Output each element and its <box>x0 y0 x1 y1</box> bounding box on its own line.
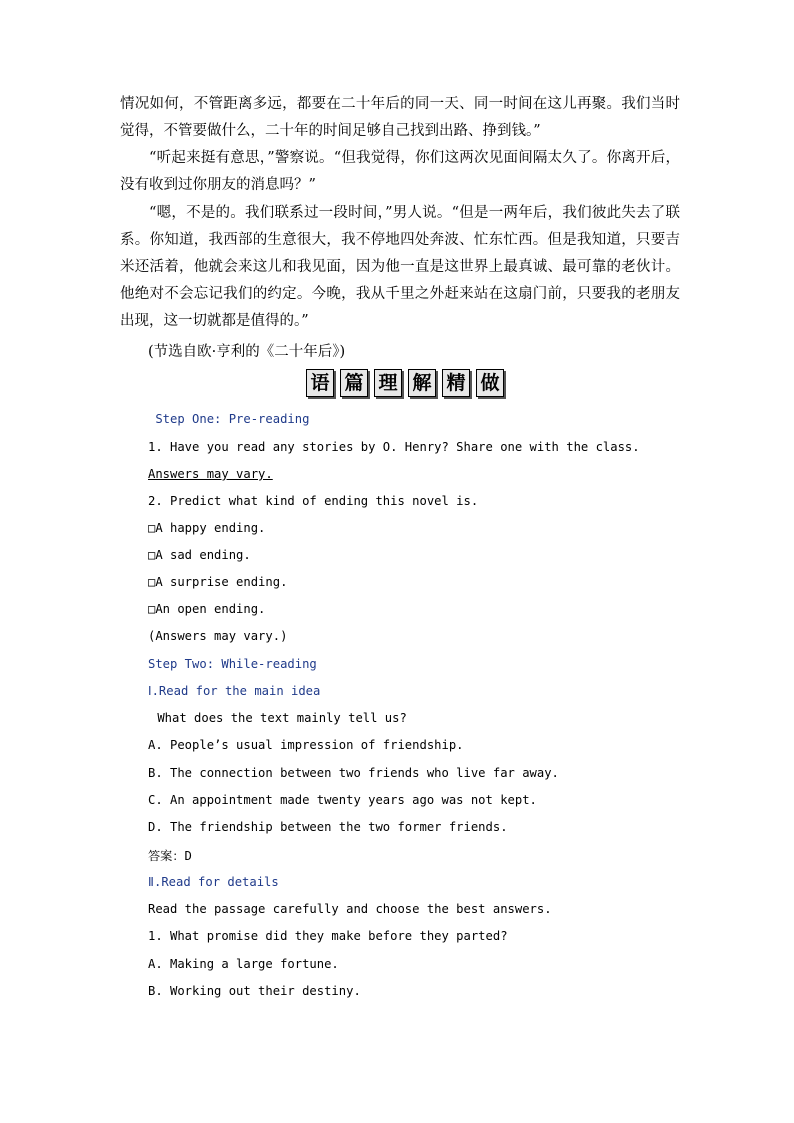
option-b: B. Working out their destiny. <box>148 984 361 998</box>
option-a: A. People’s usual impression of friendship. <box>148 738 464 752</box>
passage-text: 情况如何，不管距离多远，都要在二十年后的同一天、同一时间在这儿再聚。我们当时觉得，不管要做什么，二十年的时间足够自己找到出路、挣到钱。” <box>120 96 680 139</box>
option-happy-ending: □A happy ending. <box>148 521 266 535</box>
passage-text: “嗯，不是的。我们联系过一段时间，”男人说。“但是一两年后，我们彼此失去了联系。你知道，我西部的生意很大，我不停地四处奔波、忙东忙西。但是我知道，只要吉米还活着，他就会来这儿和我见面，因为他一直是这世界上最真诚、最可靠的老伙计。他绝对不会忘记我们的约定。今晚，我从千里之外赶来站在这扇门前，只要我的老朋友出现，这一切就都是值得的。” <box>120 205 680 329</box>
banner-char: 语 <box>306 369 334 397</box>
question-main-idea: What does the text mainly tell us? <box>150 711 407 725</box>
passage-source: (节选自欧·亨利的《二十年后》) <box>148 344 346 360</box>
step-one-heading: Step One: Pre-reading <box>148 412 310 426</box>
answer-1: Answers may vary. <box>148 467 273 481</box>
option-open-ending: □An open ending. <box>148 602 266 616</box>
question-1: 1. Have you read any stories by O. Henry? Share one with the class. <box>148 440 640 454</box>
passage-paragraph-2 <box>120 145 680 199</box>
banner-char: 篇 <box>340 369 368 397</box>
passage-paragraph-3 <box>120 200 680 335</box>
question-2: 2. Predict what kind of ending this novel is. <box>148 494 479 508</box>
option-c: C. An appointment made twenty years ago was not kept. <box>148 793 537 807</box>
section-banner <box>306 369 504 399</box>
passage-text: “听起来挺有意思，”警察说。“但我觉得，你们这两次见面间隔太久了。你离开后，没有收到过你朋友的消息吗？” <box>120 150 680 193</box>
answer-main-idea: 答案：D <box>148 849 192 863</box>
passage-paragraph-1 <box>120 91 680 145</box>
banner-char: 理 <box>374 369 402 397</box>
section-main-idea: Ⅰ.Read for the main idea <box>148 684 321 698</box>
banner-char: 精 <box>442 369 470 397</box>
question-promise: 1. What promise did they make before they parted? <box>148 929 508 943</box>
details-instruction: Read the passage carefully and choose the best answers. <box>148 902 552 916</box>
section-details: Ⅱ.Read for details <box>148 875 279 889</box>
option-surprise-ending: □A surprise ending. <box>148 575 288 589</box>
banner-char: 解 <box>408 369 436 397</box>
option-a: A. Making a large fortune. <box>148 957 339 971</box>
answer-2: (Answers may vary.) <box>148 629 288 643</box>
option-b: B. The connection between two friends who live far away. <box>148 766 559 780</box>
step-two-heading: Step Two: While-reading <box>148 657 317 671</box>
option-d: D. The friendship between the two former friends. <box>148 820 508 834</box>
banner-char: 做 <box>476 369 504 397</box>
option-sad-ending: □A sad ending. <box>148 548 251 562</box>
